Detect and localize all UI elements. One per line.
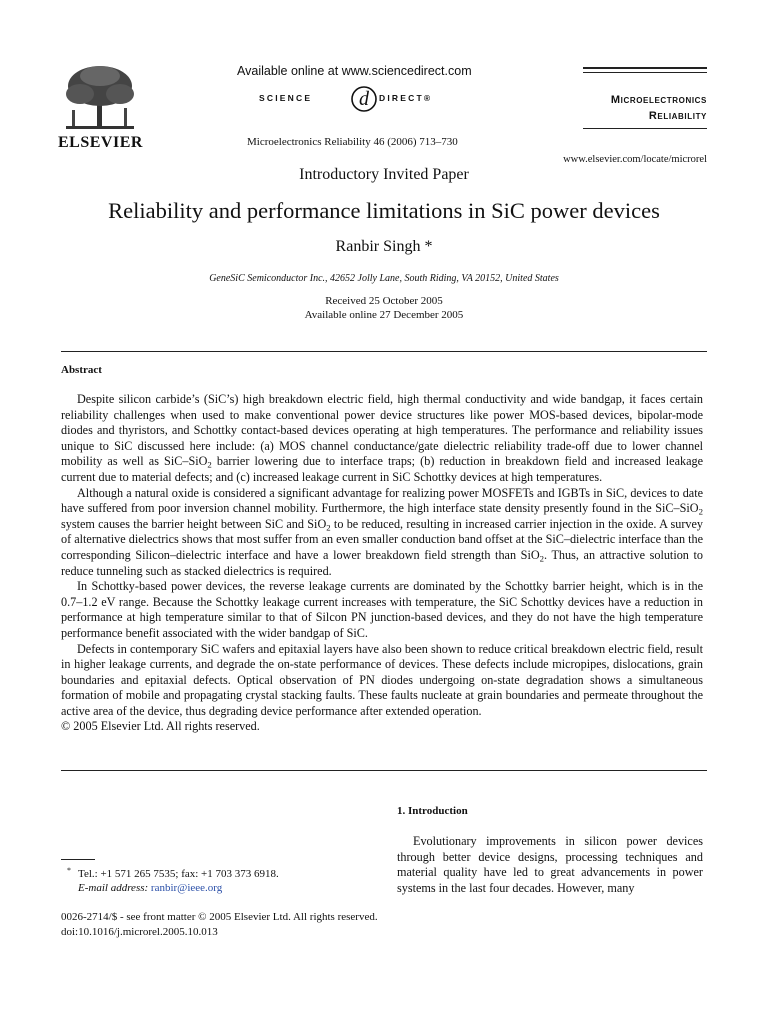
article-dates bbox=[0, 294, 768, 322]
journal-name-line1: Microelectronics bbox=[610, 94, 707, 106]
sciencedirect-left-word: SCIENCE bbox=[259, 93, 313, 103]
introduction-text: Evolutionary improvements in silicon power devices through better device designs, processing techniques and material quality have led to great advancements in power systems in the last four decades. However, many bbox=[397, 834, 703, 895]
sciencedirect-right-word: DIRECT® bbox=[379, 93, 433, 103]
abstract-paragraph-2: Although a natural oxide is considered a significant advantage for realizing power MOSFETs and IGBTs in SiC, devices to date have suffered from poor inversion channel mobility. Furthermore, the high interface state density presently found in the SiC–SiO$_2$ system causes the barrier height between SiC and SiO$_2$ to be reduced, resulting in increased carrier injection in the oxide. A survey of alternative dielectrics shows that most suffer from an even smaller conduction band offset at the SiC–dielectric interface than the corresponding Silicon–dielectric interface and have a lower breakdown field strength than SiO$_2$. Thus, an attractive solution to reduce tunneling such as stacked dielectrics is required. bbox=[61, 485, 703, 578]
journal-name-line2: Reliability bbox=[648, 110, 707, 122]
author-affiliation: GeneSiC Semiconductor Inc., 42652 Jolly Lane, South Riding, VA 20152, United States bbox=[209, 273, 559, 284]
section-heading-introduction: 1. Introduction bbox=[397, 805, 468, 817]
journal-name-top-rule bbox=[583, 67, 707, 69]
footnote-rule bbox=[61, 859, 95, 860]
paper-type: Introductory Invited Paper bbox=[299, 166, 469, 183]
footnote-email bbox=[78, 882, 222, 894]
abstract-copyright: © 2005 Elsevier Ltd. All rights reserved. bbox=[61, 719, 260, 734]
received-date: Received 25 October 2005 bbox=[325, 295, 443, 307]
sciencedirect-d-icon bbox=[349, 84, 379, 114]
journal-name-top-rule-thin bbox=[583, 72, 707, 73]
abstract-paragraph-4: Defects in contemporary SiC wafers and epitaxial layers have also been shown to reduce critical breakdown electric field, result in higher leakage currents, and degrade the on-state performance of devices. These defects include micropipes, dislocations, grain boundaries and epitaxial defects. Optical observation of PN diodes undergoing on-state degradation shows a simultaneous formation of mobile and propagating crystal stacking faults. These faults nucleate at grain boundaries and permeate throughout the active area of the device, thus degrading device performance after extended operation. bbox=[61, 641, 703, 718]
abstract-paragraph-1: Despite silicon carbide’s (SiC’s) high breakdown electric field, high thermal conductivity and wide bandgap, it faces certain reliability challenges when used to make conventional power device structures like power MOS-based devices, bipolar-mode diodes and thyristors, and Schottky contact-based devices operating at high temperatures. The performance and reliability issues unique to SiC discussed here include: (a) MOS channel conductance/gate dielectric reliability trade-off due to lower channel mobility as well as SiC–SiO$_2$ barrier lowering due to interface traps; (b) reduction in breakdown field and increased leakage current due to material defects; and (c) increased leakage current in SiC Schottky devices at high temperatures. bbox=[61, 392, 703, 484]
sciencedirect-logo bbox=[259, 84, 465, 114]
email-link[interactable]: ranbir@ieee.org bbox=[150, 882, 223, 894]
abstract-body bbox=[61, 392, 703, 735]
available-date: Available online 27 December 2005 bbox=[304, 309, 464, 321]
journal-name bbox=[583, 92, 707, 124]
journal-name-bottom-rule bbox=[583, 128, 707, 129]
abstract-bottom-rule bbox=[61, 770, 707, 771]
footnote-marker: * bbox=[67, 866, 71, 875]
abstract-heading: Abstract bbox=[61, 364, 102, 376]
doi-line[interactable]: doi:10.1016/j.microrel.2005.10.013 bbox=[61, 926, 218, 938]
publisher-name: ELSEVIER bbox=[58, 134, 143, 151]
issn-line: 0026-2714/$ - see front matter © 2005 Elsevier Ltd. All rights reserved. bbox=[61, 911, 378, 923]
paper-title: Reliability and performance limitations in SiC power devices bbox=[108, 198, 660, 223]
available-online-text[interactable]: Available online at www.sciencedirect.com bbox=[237, 64, 472, 78]
front-matter bbox=[61, 910, 378, 940]
journal-reference: Microelectronics Reliability 46 (2006) 713–730 bbox=[247, 136, 458, 148]
abstract-paragraph-3: In Schottky-based power devices, the reverse leakage currents are dominated by the Schottky barrier height, which is in the 0.7–1.2 eV range. Because the Schottky leakage current increases with temperature, the SiC Schottky devices have a reduction in performance at high temperature similar to that of Silcon PN junction-based devices, and they do not have the high temperature performance benefit associated with the wider bandgap of SiC. bbox=[61, 579, 703, 640]
abstract-top-rule bbox=[61, 351, 707, 352]
journal-url[interactable]: www.elsevier.com/locate/microrel bbox=[563, 154, 707, 165]
footnote-telephone: Tel.: +1 571 265 7535; fax: +1 703 373 6918. bbox=[78, 868, 279, 880]
author-name: Ranbir Singh * bbox=[335, 238, 433, 255]
email-label: E-mail address: bbox=[78, 882, 149, 894]
svg-text:d: d bbox=[359, 88, 369, 110]
